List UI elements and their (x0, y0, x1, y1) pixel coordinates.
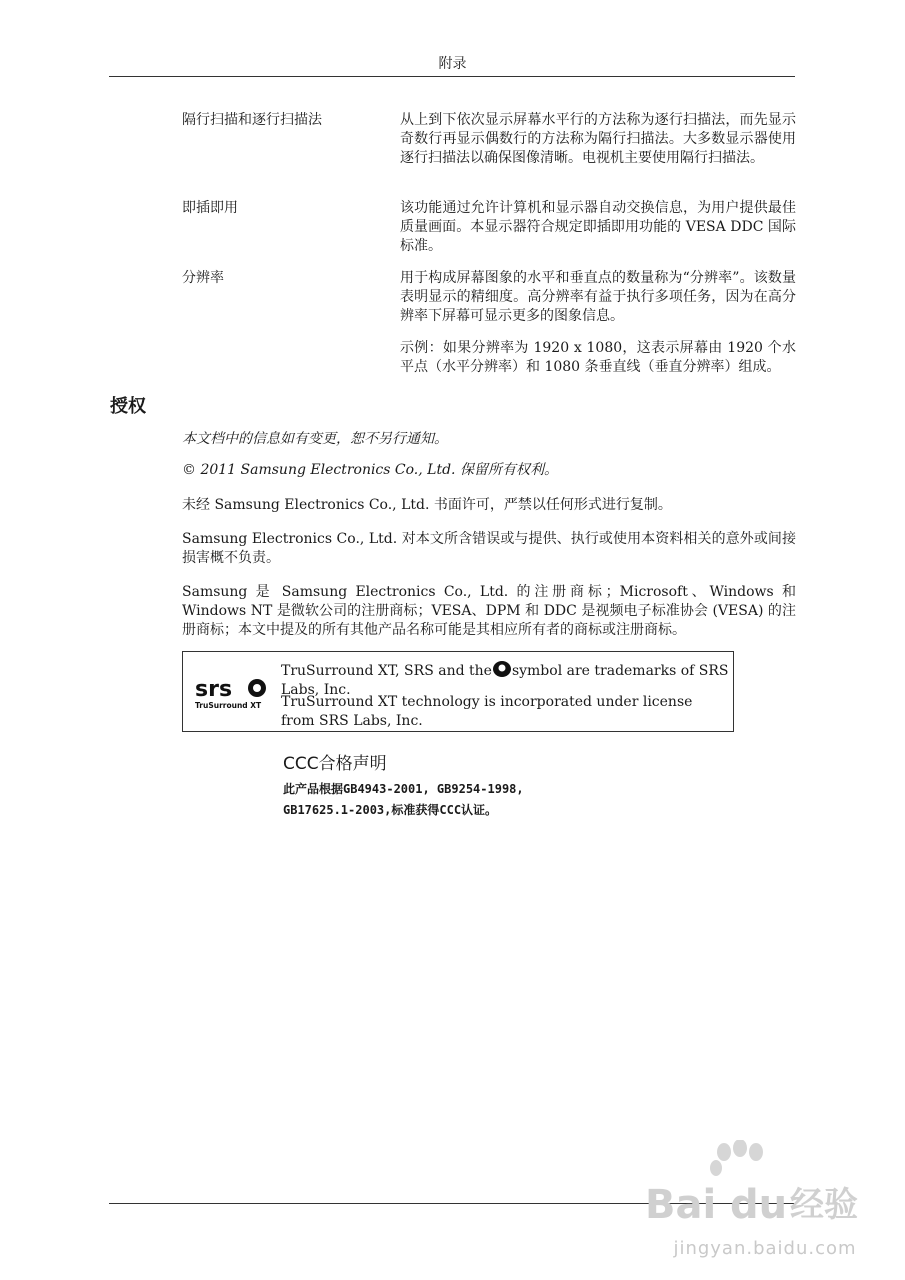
license-reproduction: 未经 Samsung Electronics Co., Ltd. 书面许可，严禁以任何形式进行复制。 (182, 497, 672, 513)
srs-symbol-icon (492, 660, 512, 678)
baidu-paw-logo (640, 1140, 890, 1240)
srs-logo-text: srs (195, 677, 233, 702)
watermark-brand-right: du (730, 1182, 788, 1228)
glossary-definition-resolution-example: 示例：如果分辨率为 1920 x 1080，这表示屏幕由 1920 个水平点（水平分辨率）和 1080 条垂直线（垂直分辨率）组成。 (400, 340, 796, 375)
ccc-statement (283, 779, 524, 821)
license-copyright: © 2011 Samsung Electronics Co., Ltd. 保留所有权利。 (182, 462, 558, 478)
watermark-brand-left: Bai (645, 1182, 717, 1228)
license-liability: Samsung Electronics Co., Ltd. 对本文所含错误或与提供、执行或使用本资料相关的意外或间接损害概不负责。 (182, 531, 796, 566)
license-notice: 本文档中的信息如有变更，恕不另行通知。 (182, 431, 448, 447)
srs-line1-before: TruSurround XT, SRS and the (281, 663, 492, 679)
watermark-url: jingyan.baidu.com (673, 1238, 857, 1259)
baidu-jingyan-watermark (640, 1140, 890, 1270)
page-header-title: 附录 (438, 56, 467, 72)
ccc-line-1: 此产品根据GB4943-2001, GB9254-1998, (283, 782, 524, 796)
glossary-term-scan: 隔行扫描和逐行扫描法 (182, 112, 322, 128)
srs-license-line: TruSurround XT technology is incorporated under license from SRS Labs, Inc. (281, 694, 693, 729)
glossary-definition-plug-and-play: 该功能通过允许计算机和显示器自动交换信息，为用户提供最佳质量画面。本显示器符合规定即插即用功能的 VESA DDC 国际标准。 (400, 200, 796, 254)
srs-trademark-box (182, 651, 734, 732)
srs-logo-subtext: TruSurround XT (195, 701, 262, 710)
ccc-line-2: GB17625.1-2003,标准获得CCC认证。 (283, 803, 498, 817)
watermark-brand-cn: 经验 (790, 1185, 858, 1225)
header-rule (109, 76, 795, 77)
ccc-title: CCC合格声明 (283, 754, 387, 774)
srs-logo (193, 672, 273, 712)
section-heading-license: 授权 (110, 396, 146, 417)
glossary-term-plug-and-play: 即插即用 (182, 200, 238, 216)
glossary-definition-resolution: 用于构成屏幕图象的水平和垂直点的数量称为“分辨率”。该数量表明显示的精细度。高分辨率有益于执行多项任务，因为在高分辨率下屏幕可显示更多的图象信息。 (400, 270, 796, 324)
srs-line1-after: symbol are trademarks of SRS Labs, Inc. (281, 663, 729, 698)
glossary-term-resolution: 分辨率 (182, 270, 224, 286)
license-trademarks: Samsung 是 Samsung Electronics Co., Ltd. 的注册商标；Microsoft、Windows 和 Windows NT 是微软公司的注册商标；VESA、DPM 和 DDC 是视频电子标准协会 (VESA) 的注册商标；本文中提及的所有其他产品名称可能是其相应所有者的商标或注册商标。 (182, 584, 796, 638)
glossary-definition-scan: 从上到下依次显示屏幕水平行的方法称为逐行扫描法，而先显示奇数行再显示偶数行的方法称为隔行扫描法。大多数显示器使用逐行扫描法以确保图像清晰。电视机主要使用隔行扫描法。 (400, 112, 796, 166)
